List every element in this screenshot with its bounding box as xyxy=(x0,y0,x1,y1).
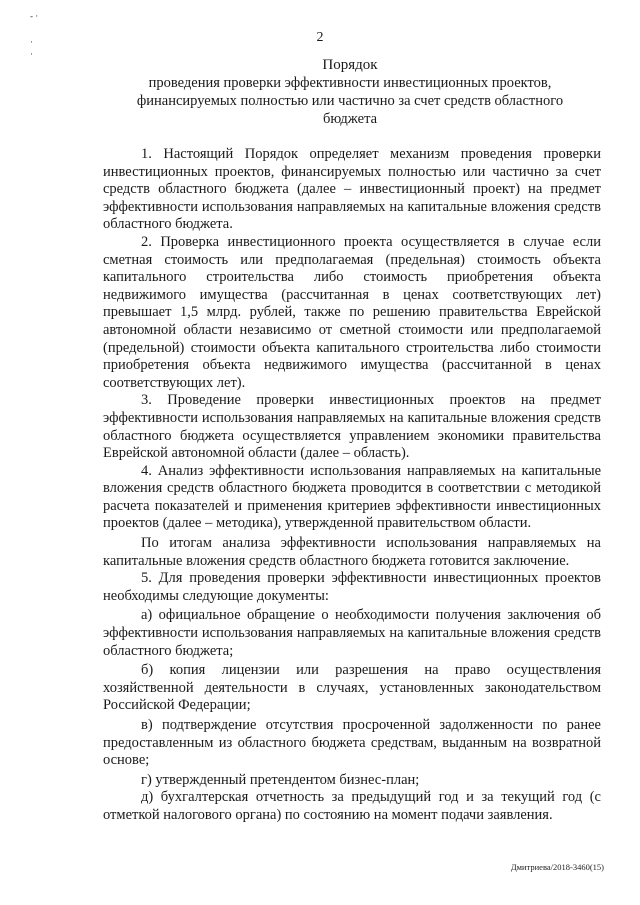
margin-mark: - · xyxy=(30,11,39,21)
heading-line: проведения проверки эффективности инвестиционных проектов, xyxy=(148,75,552,91)
heading-title: Порядок xyxy=(322,57,378,73)
heading-line: финансируемых полностью или частично за счет средств областного xyxy=(136,93,564,109)
list-item-v: в) подтверждение отсутствия просроченной задолженности по ранее предоставленным из областного бюджета средствам, выданным на возвратной основе; xyxy=(103,717,601,769)
paragraph-4: 4. Анализ эффективности использования направляемых на капитальные вложения средств областного бюджета проводится в соответствии с методикой расчета показателей и применения критериев эффективности инвестиционных проектов (далее – методика), утвержденной правительством области. xyxy=(103,462,601,532)
document-heading xyxy=(100,56,600,128)
list-item-g: г) утвержденный претендентом бизнес-план; xyxy=(141,771,420,788)
document-body xyxy=(103,146,601,825)
paragraph-5: 5. Для проведения проверки эффективности инвестиционных проектов необходимы следующие документы: xyxy=(103,570,601,604)
footer-reference: Дмитриева/2018-3460(15) xyxy=(510,862,604,872)
paragraph-conclusion: По итогам анализа эффективности использования направляемых на капитальные вложения средств областного бюджета готовится заключение. xyxy=(103,535,601,569)
page-number: 2 xyxy=(316,30,324,45)
list-item-a: а) официальное обращение о необходимости получения заключения об эффективности использования направляемых на капитальные вложения средств областного бюджета; xyxy=(103,607,601,659)
list-item-b: б) копия лицензии или разрешения на право осуществления хозяйственной деятельности в случаях, установленных законодательством Российской Федерации; xyxy=(103,662,601,714)
paragraph-3: 3. Проведение проверки инвестиционных проектов на предмет эффективности использования направляемых на капитальные вложения средств областного бюджета осуществляется управлением экономики правительства Еврейской автономной области (далее – область). xyxy=(103,392,601,462)
paragraph-2: 2. Проверка инвестиционного проекта осуществляется в случае если сметная стоимость или предполагаемая (предельная) стоимость объекта капитального строительства либо стоимость приобретения объекта недвижимого имущества (рассчитанная в ценах соответствующих лет) превышает 1,5 млрд. рублей, также по решению правительства Еврейской автономной области независимо от сметной стоимости или предполагаемой (предельной) стоимости объекта капитального строительства либо стоимости приобретения объекта недвижимого имущества (рассчитанной в ценах соответствующих лет). xyxy=(103,233,601,391)
margin-mark: · xyxy=(30,49,33,59)
list-item-d: д) бухгалтерская отчетность за предыдущий год и за текущий год (с отметкой налогового органа) по состоянию на момент подачи заявления. xyxy=(103,789,601,823)
paragraph-1: 1. Настоящий Порядок определяет механизм проведения проверки инвестиционных проектов, финансируемых полностью или частично за счет средств областного бюджета (далее – инвестиционный проект) на предмет эффективности использования направляемых на капитальные вложения средств областного бюджета. xyxy=(103,146,601,233)
margin-mark: · xyxy=(30,37,33,47)
heading-line: бюджета xyxy=(322,111,378,127)
